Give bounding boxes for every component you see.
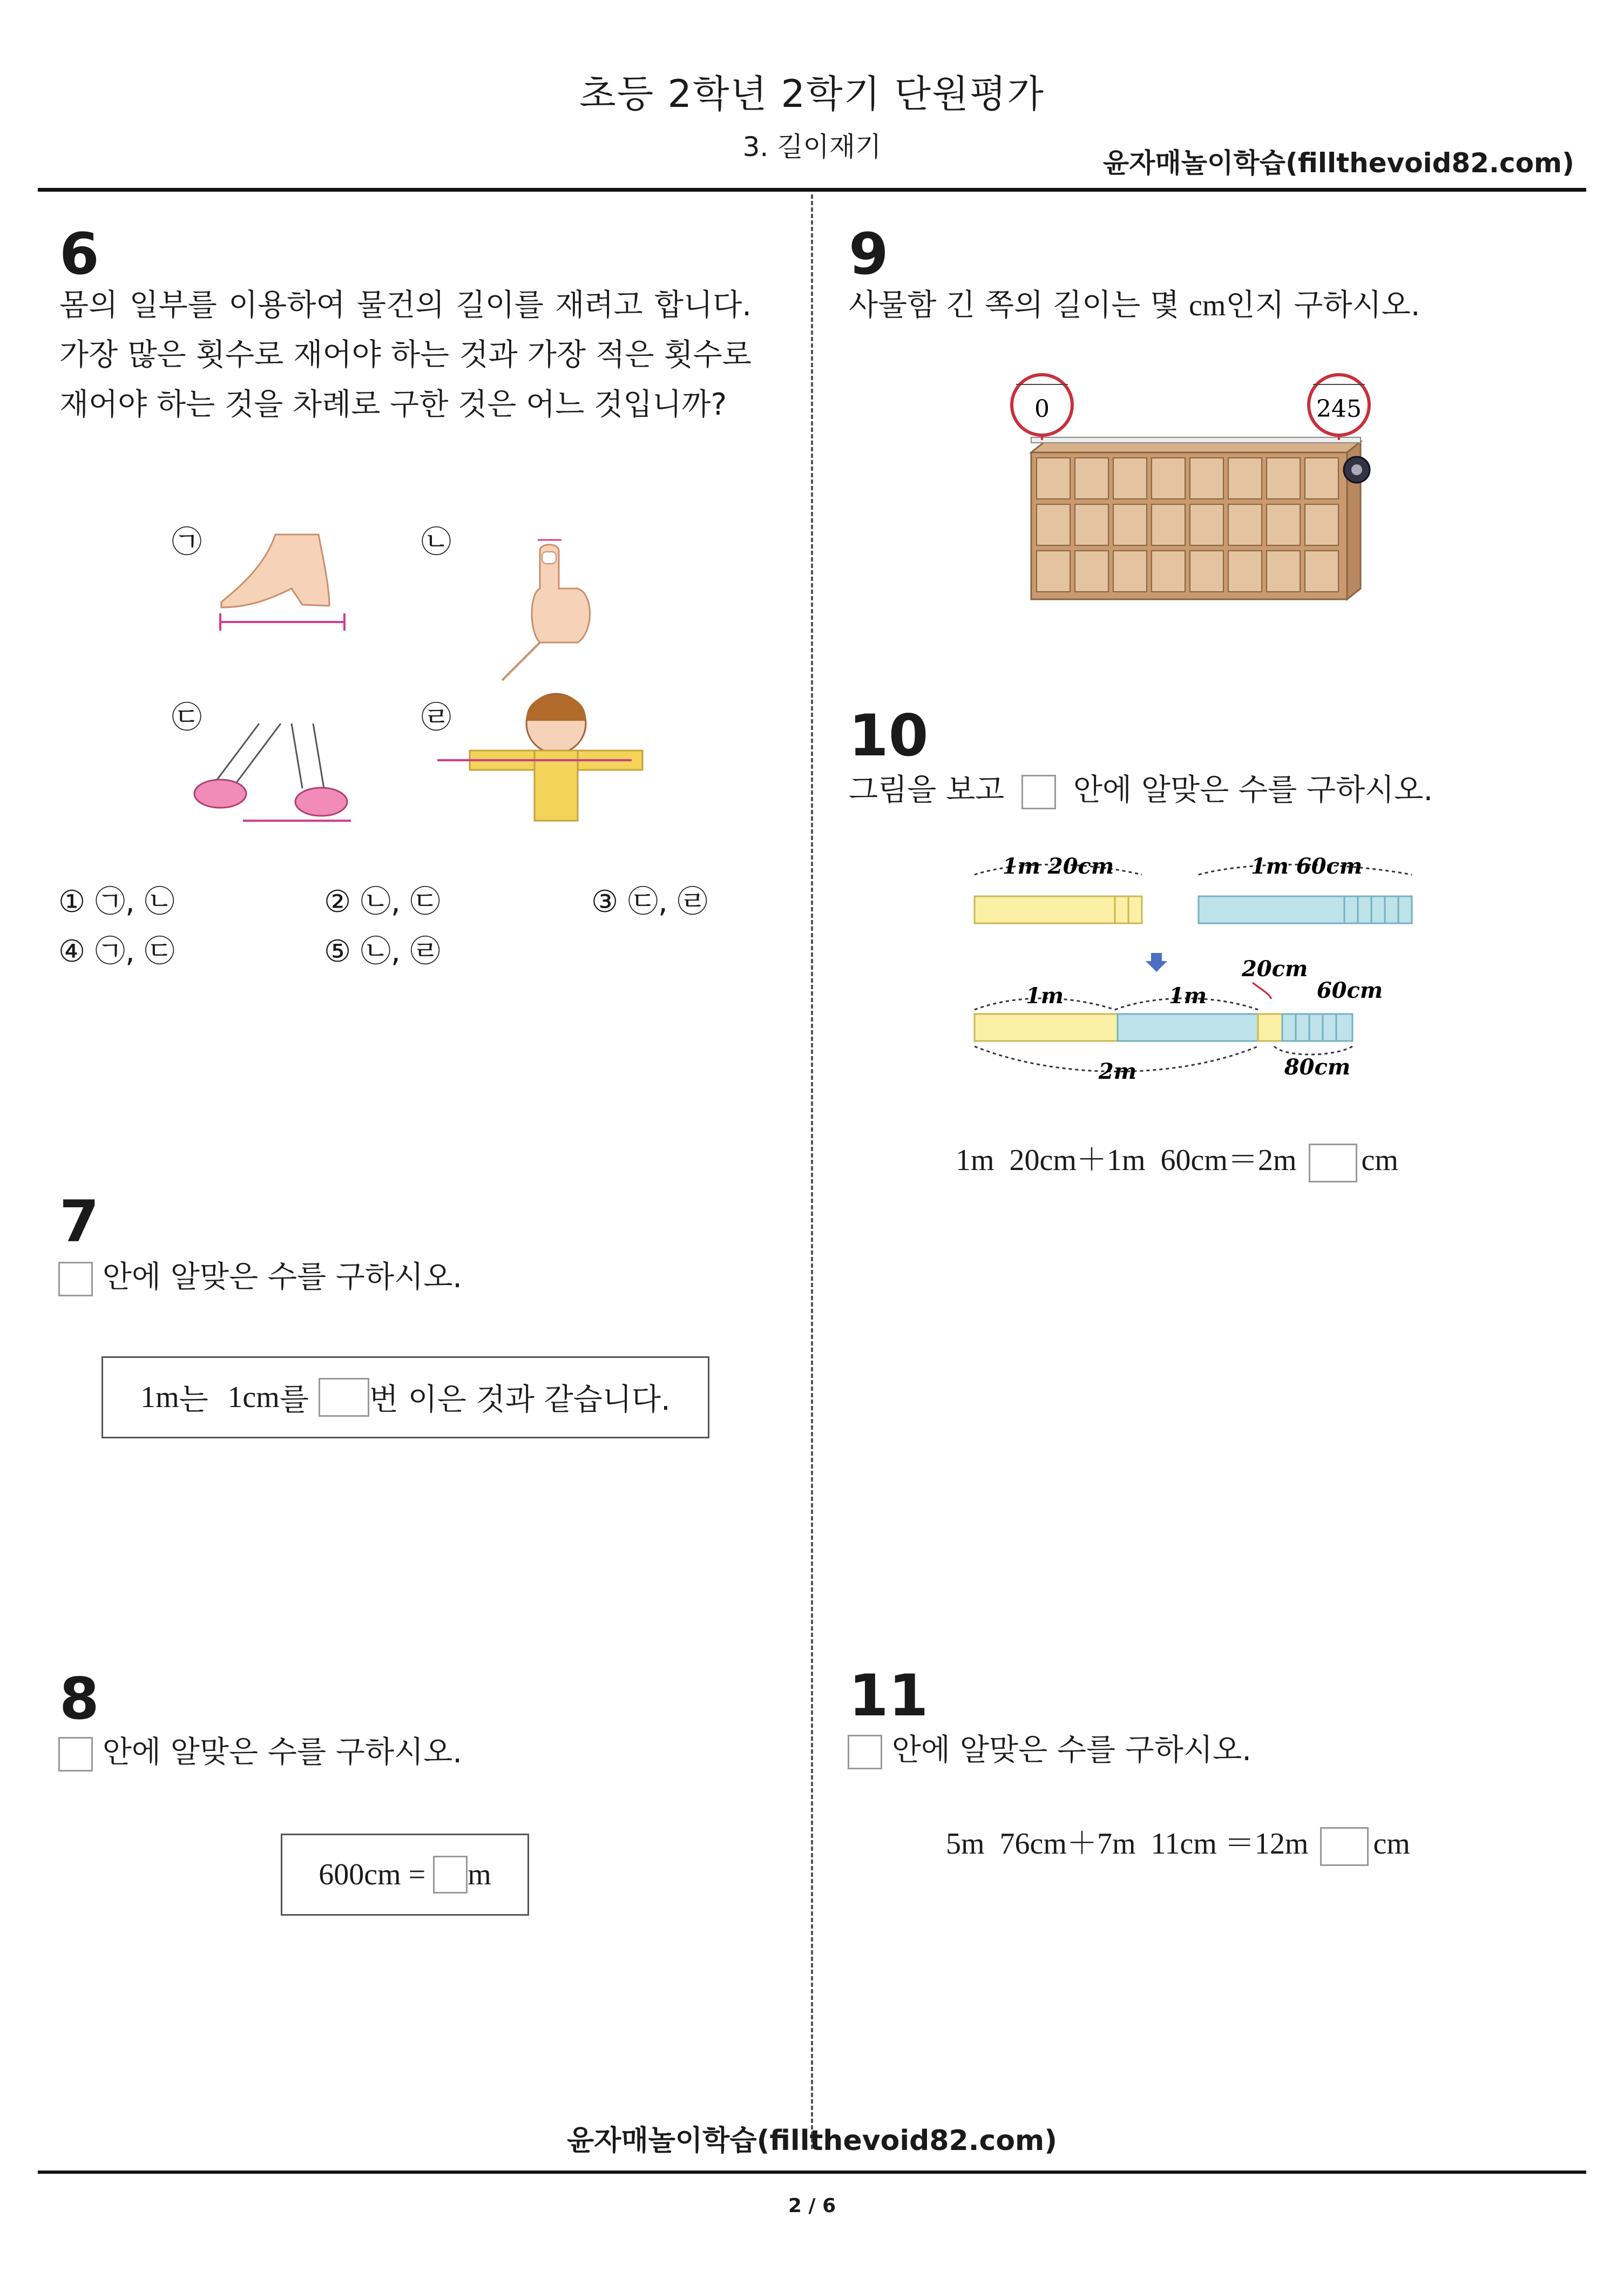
q9-text-b: 인지 구하시오.	[1226, 288, 1420, 323]
label-60cm: 60cm	[1316, 978, 1383, 1003]
q8-expression: 600cm =	[319, 1858, 426, 1891]
label-20cm: 20cm	[1242, 956, 1308, 982]
question-7-number: 7	[59, 1188, 99, 1255]
footer-brand: 윤자매놀이학습(fillthevoid82.com)	[566, 2125, 1057, 2157]
locker-door	[1228, 458, 1262, 499]
answer-box-icon	[58, 1737, 93, 1772]
locker-door	[1228, 504, 1262, 545]
q11-unit: cm	[1373, 1827, 1410, 1861]
question-11-expression	[946, 1820, 1410, 1866]
q7-particle-2: 를	[279, 1382, 309, 1417]
question-9-text	[849, 281, 1420, 330]
locker-door	[1267, 504, 1300, 545]
label-1m-first: 1m	[1025, 983, 1064, 1009]
question-10-figure	[961, 853, 1447, 1101]
locker-door	[1190, 504, 1223, 545]
locker-door	[1037, 551, 1070, 592]
page-number: 2 / 6	[788, 2195, 836, 2217]
ruler-left-reading: 0	[1034, 395, 1050, 423]
q8-answer-input[interactable]	[433, 1856, 468, 1894]
label-1m-second: 1m	[1168, 983, 1207, 1009]
locker-door	[1152, 551, 1185, 592]
hand-span-figure	[220, 535, 344, 631]
locker-door	[1075, 551, 1108, 592]
locker-door	[1267, 458, 1300, 499]
q10-text-a: 그림을 보고	[849, 773, 1005, 808]
label-2m: 2m	[1098, 1059, 1137, 1084]
q8-unit: m	[468, 1858, 491, 1891]
label-1m20cm: 1m 20cm	[1002, 854, 1114, 879]
locker-door	[1152, 504, 1185, 545]
page-subtitle: 3. 길이재기	[742, 131, 882, 163]
locker-door	[1113, 458, 1147, 499]
thumb-figure	[502, 540, 590, 680]
header-brand: 윤자매놀이학습(fillthevoid82.com)	[1102, 147, 1574, 179]
arms-figure	[437, 694, 642, 821]
question-11-number: 11	[849, 1662, 929, 1729]
locker-door	[1113, 551, 1147, 592]
locker-door	[1228, 551, 1262, 592]
question-10-expression	[956, 1136, 1398, 1182]
question-9-number: 9	[849, 221, 889, 287]
question-8-number: 8	[59, 1666, 99, 1732]
ruler-right-reading: 245	[1316, 395, 1362, 423]
locker-door	[1113, 504, 1147, 545]
column-divider	[811, 194, 813, 2149]
down-arrow-icon	[1146, 953, 1167, 972]
q10-unit: cm	[1361, 1144, 1398, 1177]
footer-rule	[38, 2171, 1586, 2174]
locker-door	[1190, 551, 1223, 592]
answer-box-icon	[1021, 775, 1056, 809]
label-digeut: ㉢	[172, 700, 202, 735]
locker-door	[1152, 458, 1185, 499]
label-giyeok: ㉠	[172, 525, 202, 560]
label-rieul: ㉣	[421, 700, 451, 735]
q7-1cm: 1cm	[227, 1381, 280, 1414]
page-title: 초등 2학년 2학기 단원평가	[579, 72, 1045, 116]
choice-1[interactable]: ① ㉠, ㉡	[58, 884, 175, 919]
q10-answer-input[interactable]	[1309, 1144, 1357, 1182]
question-7-text: 안에 알맞은 수를 구하시오.	[102, 1260, 463, 1295]
locker-door	[1075, 458, 1108, 499]
choice-2[interactable]: ② ㉡, ㉢	[324, 884, 441, 919]
question-8-text: 안에 알맞은 수를 구하시오.	[102, 1735, 463, 1770]
label-1m60cm: 1m 60cm	[1250, 854, 1363, 879]
choice-4[interactable]: ④ ㉠, ㉢	[58, 934, 175, 969]
choice-5[interactable]: ⑤ ㉡, ㉣	[324, 934, 441, 969]
question-11-text: 안에 알맞은 수를 구하시오.	[891, 1733, 1252, 1768]
locker-figure	[1004, 373, 1393, 610]
question-10-text	[849, 766, 1433, 815]
question-8-expression-box	[281, 1834, 529, 1916]
locker-door	[1037, 504, 1070, 545]
question-6-number: 6	[59, 221, 99, 287]
question-6-text: 몸의 일부를 이용하여 물건의 길이를 재려고 합니다. 가장 많은 횟수로 재어야 하는 것과 가장 적은 횟수로 재어야 하는 것을 차례로 구한 것은 어느 것입니까?	[59, 288, 752, 422]
question-10-number: 10	[849, 702, 929, 769]
question-7-instruction	[58, 1253, 462, 1302]
question-7-statement-box	[102, 1356, 709, 1438]
q11-expression-text: 5m 76cm＋7m 11cm ＝12m	[946, 1827, 1309, 1861]
label-nieun: ㉡	[421, 525, 451, 560]
q9-unit: cm	[1188, 289, 1226, 322]
locker-door	[1190, 458, 1223, 499]
locker-door	[1037, 458, 1070, 499]
choice-3[interactable]: ③ ㉢, ㉣	[591, 884, 708, 919]
q11-answer-input[interactable]	[1320, 1827, 1369, 1866]
q7-1m: 1m	[140, 1381, 179, 1414]
q7-answer-input[interactable]	[319, 1378, 369, 1417]
q9-text-a: 사물함 긴 쪽의 길이는 몇	[849, 288, 1180, 323]
question-11-instruction	[848, 1726, 1251, 1775]
steps-figure	[194, 724, 351, 821]
locker-door	[1305, 504, 1338, 545]
locker-door	[1305, 551, 1338, 592]
q10-text-b: 안에 알맞은 수를 구하시오.	[1073, 773, 1433, 808]
q7-statement-end: 번 이은 것과 같습니다.	[369, 1382, 671, 1417]
answer-box-icon	[58, 1262, 93, 1296]
question-8-instruction	[58, 1728, 462, 1777]
locker-door	[1075, 504, 1108, 545]
locker-door	[1267, 551, 1300, 592]
label-80cm: 80cm	[1284, 1054, 1351, 1080]
q7-particle-1: 는	[179, 1382, 208, 1417]
header-rule	[38, 188, 1586, 192]
locker-door	[1305, 458, 1338, 499]
answer-box-icon	[848, 1735, 882, 1769]
q10-expression-text: 1m 20cm＋1m 60cm＝2m	[956, 1144, 1297, 1177]
